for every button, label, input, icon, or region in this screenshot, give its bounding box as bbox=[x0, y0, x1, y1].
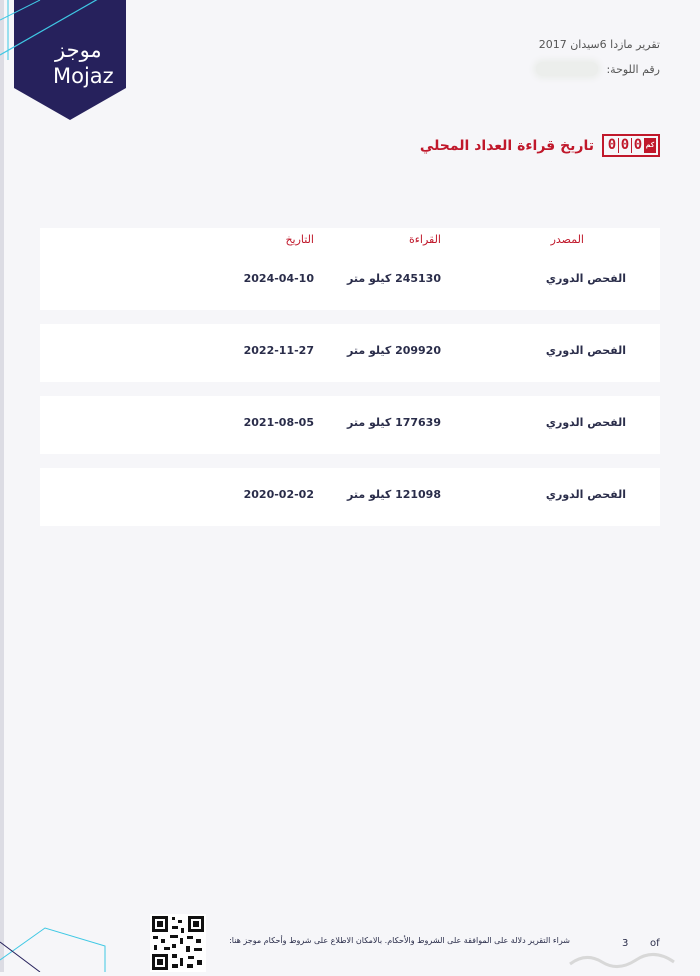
qr-code[interactable] bbox=[150, 914, 206, 972]
row-date: 2022-11-27 bbox=[243, 344, 314, 357]
section-title: تاريخ قراءة العداد المحلي bbox=[419, 137, 594, 154]
table-row bbox=[40, 252, 660, 310]
row-reading: 245130 كيلو متر bbox=[346, 272, 441, 285]
corner-decoration bbox=[0, 920, 120, 972]
row-source: الفحص الدوري bbox=[545, 488, 626, 501]
column-header-reading: القراءة bbox=[408, 233, 441, 246]
row-reading: 209920 كيلو متر bbox=[346, 344, 441, 357]
table-row bbox=[40, 468, 660, 526]
row-reading: 177639 كيلو متر bbox=[346, 416, 441, 429]
logo-english-text: Mojaz bbox=[53, 64, 114, 88]
watermark-logo bbox=[566, 950, 678, 970]
row-date: 2020-02-02 bbox=[243, 488, 314, 501]
odometer-digit: 0 bbox=[632, 138, 645, 153]
row-source: الفحص الدوري bbox=[545, 416, 626, 429]
row-source: الفحص الدوري bbox=[545, 344, 626, 357]
page-of-label: of bbox=[650, 938, 660, 949]
odometer-digit: 0 bbox=[606, 138, 619, 153]
row-date: 2024-04-10 bbox=[243, 272, 314, 285]
column-header-date: التاريخ bbox=[285, 233, 314, 246]
row-source: الفحص الدوري bbox=[545, 272, 626, 285]
plate-number-redacted bbox=[536, 62, 598, 76]
odometer-unit: كم bbox=[645, 138, 656, 153]
row-reading: 121098 كيلو متر bbox=[346, 488, 441, 501]
column-header-source: المصدر bbox=[550, 233, 584, 246]
logo-arabic-text: موجز bbox=[55, 38, 102, 62]
odometer-digit: 0 bbox=[619, 138, 632, 153]
table-header bbox=[40, 228, 660, 252]
page-edge bbox=[0, 0, 4, 972]
report-title: تقرير مازدا 6سيدان 2017 bbox=[538, 38, 660, 51]
terms-disclaimer: شراء التقرير دلالة على الموافقة على الشروط والأحكام. بالامكان الاطلاع على شروط وأحكام موجز هنا: bbox=[229, 936, 570, 945]
table-row bbox=[40, 396, 660, 454]
page-number: 3 bbox=[622, 938, 629, 949]
plate-number-row bbox=[536, 62, 660, 76]
table-row bbox=[40, 324, 660, 382]
row-date: 2021-08-05 bbox=[243, 416, 314, 429]
odometer-icon bbox=[602, 134, 660, 157]
mojaz-logo bbox=[0, 0, 140, 125]
plate-label: رقم اللوحة: bbox=[606, 62, 660, 76]
odometer-section-heading bbox=[420, 134, 660, 157]
